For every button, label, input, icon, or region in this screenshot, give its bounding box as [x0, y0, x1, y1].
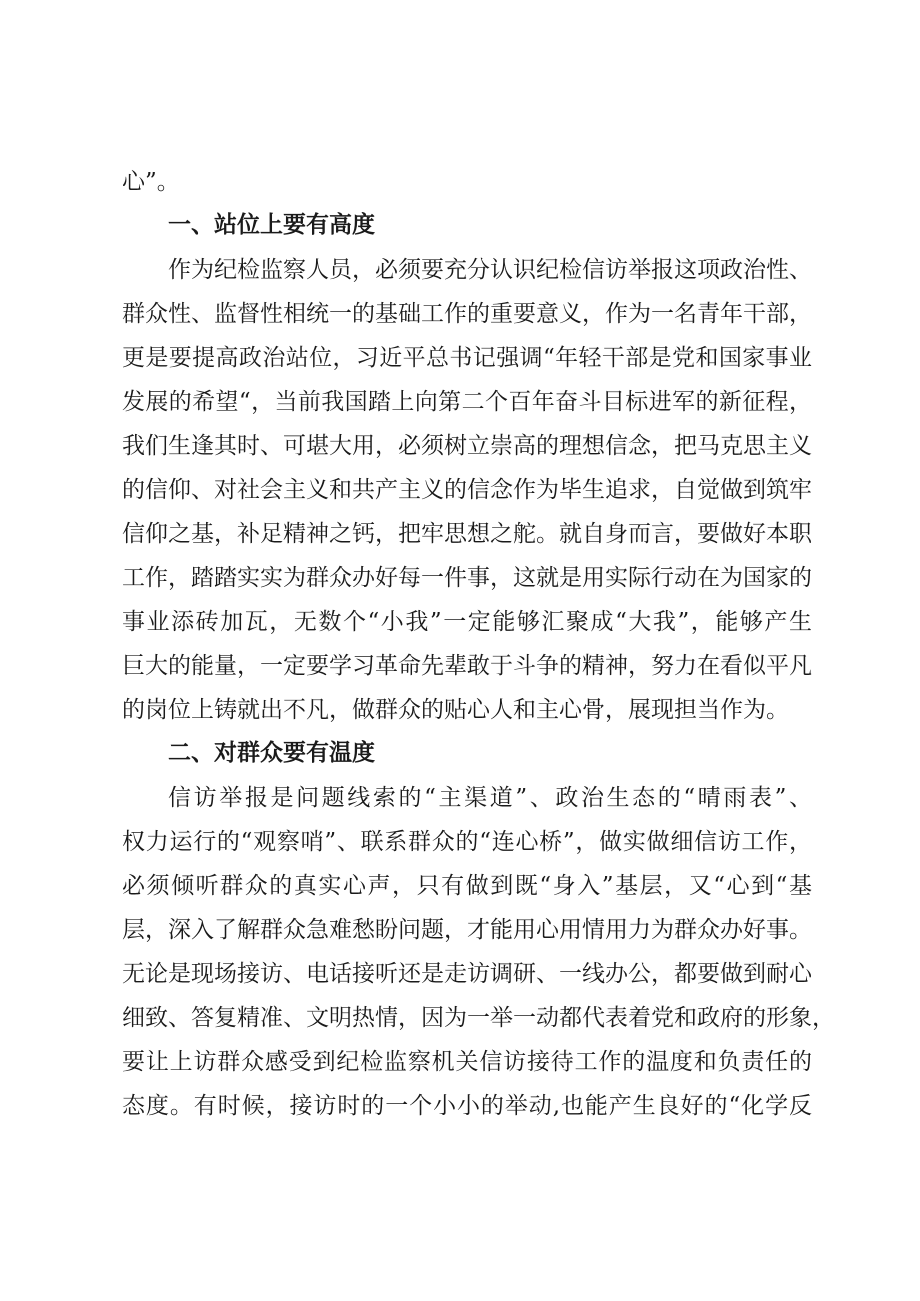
paragraph-line: 发展的希望“，当前我国踏上向第二个百年奋斗目标进军的新征程，: [122, 389, 812, 415]
paragraph-line: 巨大的能量，一定要学习革命先辈敢于斗争的精神，努力在看似平凡: [122, 653, 812, 679]
paragraph-line: 事业添砖加瓦，无数个“小我”一定能够汇聚成“大我”，能够产生: [122, 609, 812, 635]
paragraph-line: 细致、答复精准、文明热情，因为一举一动都代表着党和政府的形象，: [122, 1005, 835, 1031]
paragraph-line: 无论是现场接访、电话接听还是走访调研、一线办公，都要做到耐心: [122, 961, 812, 987]
paragraph-line: 必须倾听群众的真实心声，只有做到既“身入”基层，又“心到“基: [122, 873, 812, 899]
section-1-heading: 一、站位上要有高度: [168, 212, 375, 238]
paragraph-line: 要让上访群众感受到纪检监察机关信访接待工作的温度和负责任的: [122, 1049, 812, 1075]
paragraph-line: 作为纪检监察人员，必须要充分认识纪检信访举报这项政治性、: [168, 257, 812, 283]
paragraph-line: 群众性、监督性相统一的基础工作的重要意义，作为一名青年干部，: [122, 301, 812, 327]
section-2-heading: 二、对群众要有温度: [168, 740, 375, 766]
paragraph-line: 态度。有时候，接访时的一个小小的举动,也能产生良好的“化学反: [122, 1093, 812, 1119]
lead-line: 心”。: [122, 169, 180, 195]
paragraph-line: 我们生逢其时、可堪大用，必须树立崇高的理想信念，把马克思主义: [122, 433, 812, 459]
paragraph-line: 信访举报是问题线索的“主渠道”、政治生态的“晴雨表”、: [168, 785, 812, 811]
paragraph-line: 权力运行的“观察哨”、联系群众的“连心桥”，做实做细信访工作，: [122, 829, 812, 855]
paragraph-line: 工作，踏踏实实为群众办好每一件事，这就是用实际行动在为国家的: [122, 565, 812, 591]
paragraph-line: 的岗位上铸就出不凡，做群众的贴心人和主心骨，展现担当作为。: [122, 697, 789, 723]
paragraph-line: 更是要提高政治站位，习近平总书记强调“年轻干部是党和国家事业: [122, 345, 812, 371]
paragraph-line: 信仰之基，补足精神之钙，把牢思想之舵。就自身而言，要做好本职: [122, 521, 812, 547]
paragraph-line: 层，深入了解群众急难愁盼问题，才能用心用情用力为群众办好事。: [122, 917, 812, 943]
paragraph-line: 的信仰、对社会主义和共产主义的信念作为毕生追求，自觉做到筑牢: [122, 477, 812, 503]
